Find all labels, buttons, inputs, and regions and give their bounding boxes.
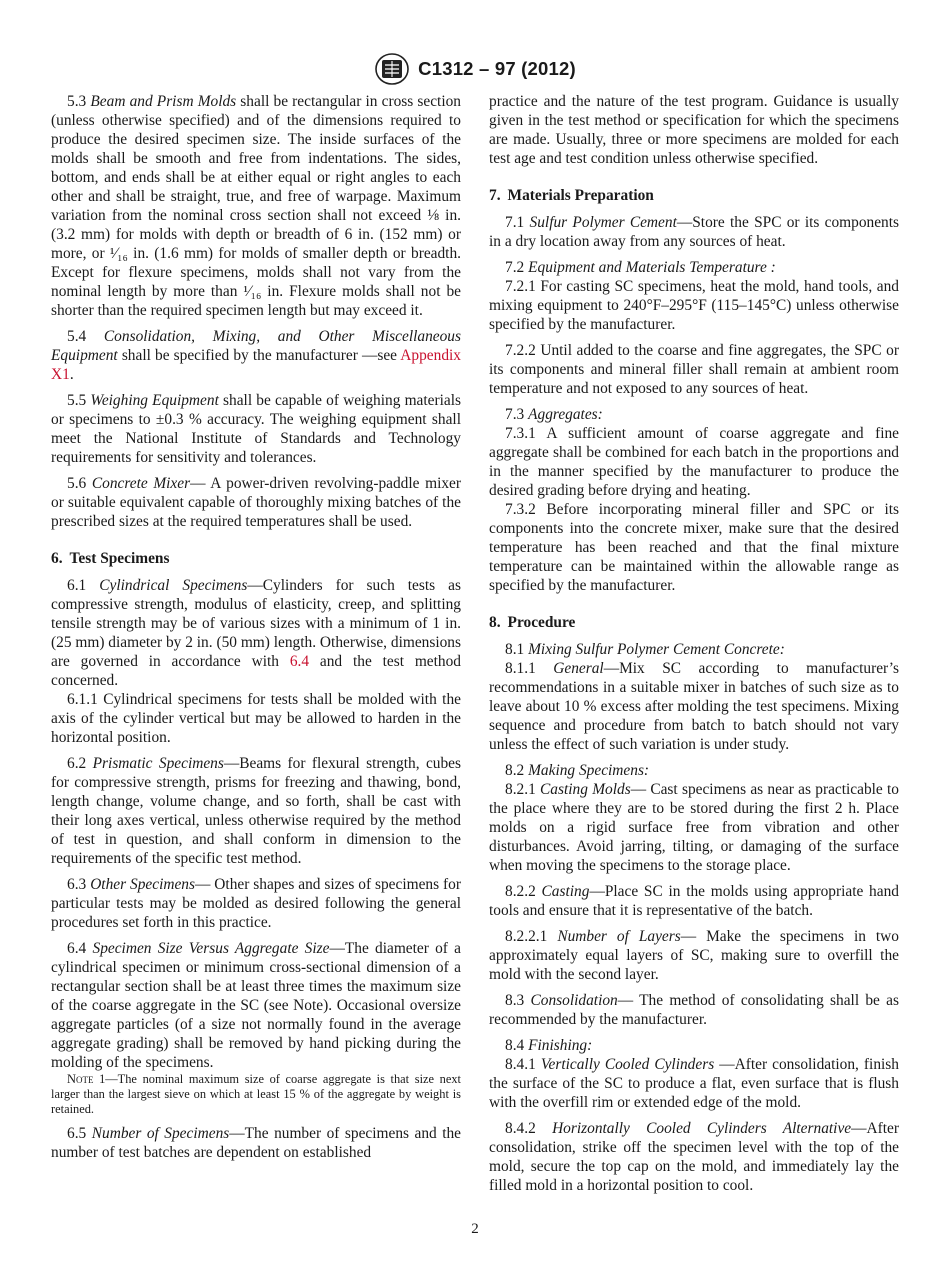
appendix-x1-link[interactable]: Appendix X1 — [51, 347, 461, 383]
section-8-4-1: 8.4.1 Vertically Cooled Cylinders —After consolidation, finish the surface of the SC to produce a flat, even surface that is flush with the overfill rim or extended edge of the mold. — [489, 1056, 899, 1111]
section-7-heading: 7. Materials Preparation — [489, 187, 654, 204]
section-7-1: 7.1 Sulfur Polymer Cement—Store the SPC or its components in a dry location away from any sources of heat. — [489, 214, 899, 250]
section-6-1: 6.1 Cylindrical Specimens—Cylinders for such tests as compressive strength, modulus of elasticity, creep, and splitting tensile strength may be of various sizes with a minimum of 1 in. (25 mm) diameter by 2 in. (50 mm) length. Otherwise, dimensions are governed in accordance with 6.4 and the test method concerned. — [51, 577, 462, 689]
astm-logo-icon — [374, 52, 410, 86]
section-6-heading: 6. Test Specimens — [51, 550, 170, 567]
section-7-3-1: 7.3.1 A sufficient amount of coarse aggregate and fine aggregate shall be combined for each batch in the proportions and in the manner specified by the manufacturer to produce the desired grading before drying and heating. — [489, 425, 900, 499]
section-5-6: 5.6 Concrete Mixer— A power-driven revolving-paddle mixer or suitable equivalent capable of thoroughly mixing batches of the prescribed sizes at the required temperatures shall be used. — [51, 475, 461, 530]
section-6-2: 6.2 Prismatic Specimens—Beams for flexural strength, cubes for compressive strength, prisms for freezing and thawing, bond, length change, volume change, and so forth, shall be cast with their long axes vertical, unless otherwise required by the method of test in question, and shall conform in dimension to the requirements of the specific test method. — [51, 755, 461, 867]
section-6-5-continued: practice and the nature of the test program. Guidance is usually given in the test method or specification for which the specimens are made. Usually, three or more specimens are molded for each test age and test condition unless otherwise specified. — [489, 93, 899, 167]
right-column — [489, 92, 899, 1195]
page-header — [0, 52, 950, 91]
section-7-2: 7.2 Equipment and Materials Temperature : — [505, 259, 776, 276]
section-7-2-1: 7.2.1 For casting SC specimens, heat the mold, hand tools, and mixing equipment to 240°F–295°F (115–145°C) unless otherwise specified by the manufacturer. — [489, 278, 899, 333]
left-column — [51, 92, 461, 1162]
section-8-4: 8.4 Finishing: — [505, 1037, 593, 1054]
section-5-3: 5.3 Beam and Prism Molds shall be rectangular in cross section (unless otherwise specified) and of the dimensions required to produce the desired specimen size. The inside surfaces of the molds shall be smooth and free from indentations. The sides, bottom, and ends shall be at either equal or right angles to each other and shall be straight, true, and free of warpage. Maximum variation from the nominal cross section shall not exceed ⅛ in. (3.2 mm) for molds with depth or breadth of 6 in. (152 mm) or more, or ¹⁄₁₆ in. (1.6 mm) for molds of smaller depth or breadth. Except for flexure specimens, molds shall not vary from the nominal length by more than ¹⁄₁₆ in. Flexure molds shall not be shorter than the required specimen length but may exceed it. — [51, 93, 461, 319]
section-6-4-link[interactable]: 6.4 — [289, 653, 310, 670]
note-1: Note 1—The nominal maximum size of coarse aggregate is that size next larger than the largest sieve on which at least 15 % of the aggregate by weight is retained. — [51, 1072, 461, 1116]
section-8-heading: 8. Procedure — [489, 614, 576, 631]
section-8-2-1: 8.2.1 Casting Molds— Cast specimens as near as practicable to the place where they are to be stored during the first 2 h. Place molds on a rigid surface free from vibration and other disturbances. Avoid jarring, tilting, or damaging of the surface when moving the specimens to the storage place. — [489, 781, 899, 874]
section-6-5: 6.5 Number of Specimens—The number of specimens and the number of test batches are dependent on established — [51, 1125, 462, 1161]
section-8-3: 8.3 Consolidation— The method of consolidating shall be as recommended by the manufacturer. — [489, 992, 899, 1028]
section-7-3-2: 7.3.2 Before incorporating mineral filler and SPC or its components into the concrete mixer, make sure that the desired temperature has been reached and that the final mixture temperature can be maintained within the allowable range as specified by the manufacturer. — [489, 501, 899, 594]
section-5-4: 5.4 Consolidation, Mixing, and Other Miscellaneous Equipment shall be specified by the manufacturer —see Appendix X1. — [51, 328, 461, 383]
standard-designation: C1312 – 97 (2012) — [418, 58, 576, 79]
section-8-2-2-1: 8.2.2.1 Number of Layers— Make the specimens in two approximately equal layers of SC, making sure to overfill the mold with the second layer. — [489, 928, 899, 983]
section-6-4: 6.4 Specimen Size Versus Aggregate Size—The diameter of a cylindrical specimen or minimum cross-sectional dimension of a rectangular section shall be at least three times the maximum size of the coarse aggregate in the SC (see Note). Occasional oversize aggregate particles (of a size not normally found in the average aggregate grading) shall be removed by hand picking during the molding of the specimens. — [51, 940, 461, 1071]
section-8-1-1: 8.1.1 General—Mix SC according to manufacturer’s recommendations in a suitable mixer in batches of such size as to leave about 10 % excess after molding the test specimens. Mixing sequence and procedure from batch to batch should not vary unless the effect of such variation is under study. — [489, 660, 899, 753]
section-7-3: 7.3 Aggregates: — [505, 406, 603, 423]
section-8-2: 8.2 Making Specimens: — [505, 762, 650, 779]
section-7-2-2: 7.2.2 Until added to the coarse and fine aggregates, the SPC or its components and mineral filler shall remain at ambient room temperature and not exposed to any sources of heat. — [489, 342, 899, 397]
page-number: 2 — [471, 1221, 479, 1237]
section-8-1: 8.1 Mixing Sulfur Polymer Cement Concrete: — [505, 641, 785, 658]
section-8-4-2: 8.4.2 Horizontally Cooled Cylinders Alternative—After consolidation, strike off the specimen level with the top of the mold, secure the top cap on the mold, and immediately lay the filled mold in a horizontal position to cool. — [489, 1120, 899, 1194]
section-6-1-1: 6.1.1 Cylindrical specimens for tests shall be molded with the axis of the cylinder vertical but may be allowed to harden in the horizontal position. — [51, 691, 461, 746]
section-6-3: 6.3 Other Specimens— Other shapes and sizes of specimens for particular tests may be molded as desired following the general procedures set forth in this practice. — [51, 876, 461, 931]
section-5-5: 5.5 Weighing Equipment shall be capable of weighing materials or specimens to ±0.3 % accuracy. The weighing equipment shall meet the National Institute of Standards and Technology requirements for sensitivity and tolerances. — [51, 392, 461, 466]
section-8-2-2: 8.2.2 Casting—Place SC in the molds using appropriate hand tools and ensure that it is representative of the batch. — [489, 883, 899, 919]
